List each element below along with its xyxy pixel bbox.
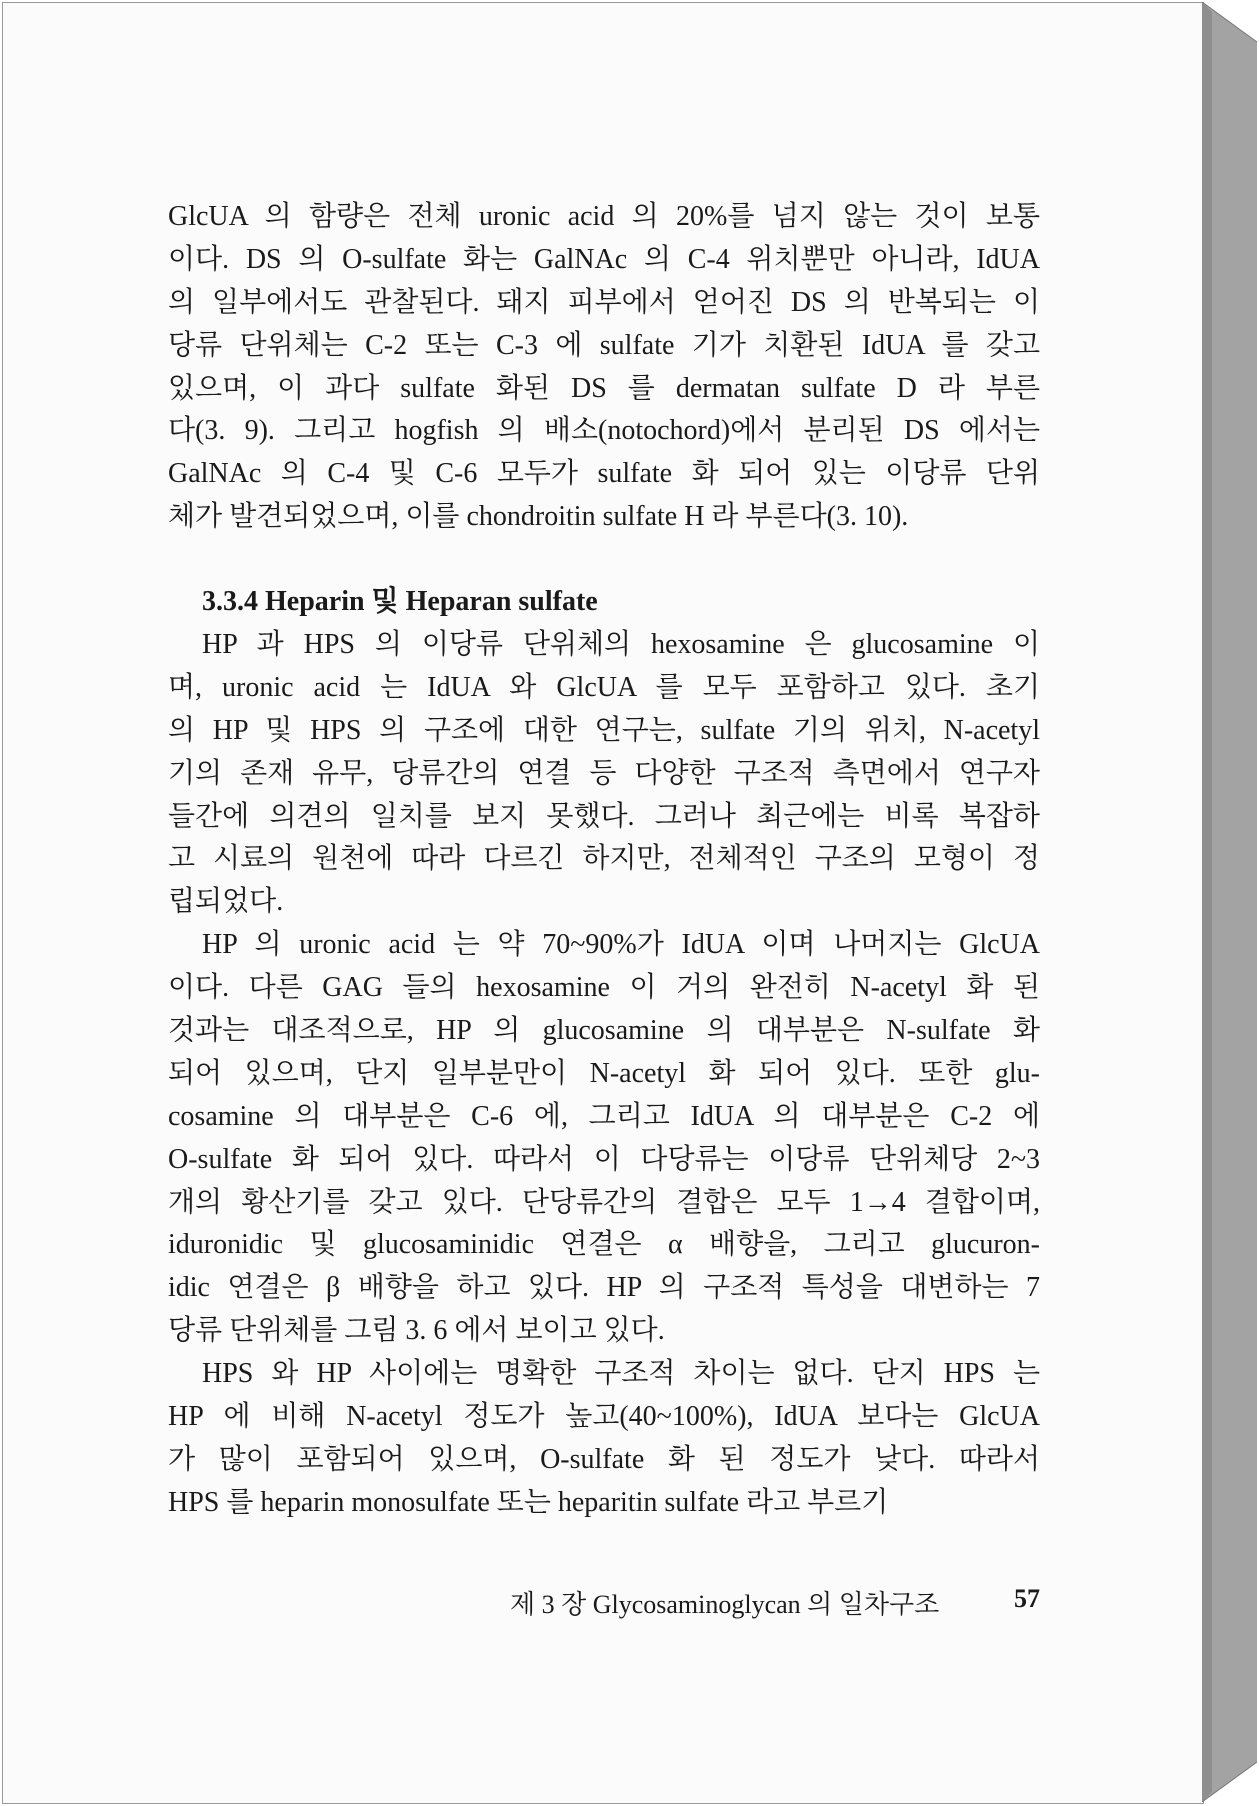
text-line: 것과는 대조적으로, HP 의 glucosamine 의 대부분은 N-sulfate 화	[168, 1015, 1040, 1047]
text-line: 며, uronic acid 는 IdUA 와 GlcUA 를 모두 포함하고 있다. 초기	[168, 671, 1040, 703]
text-line: 들간에 의견의 일치를 보지 못했다. 그러나 최근에는 비록 복잡하	[168, 800, 1040, 832]
text-line: 당류 단위체는 C-2 또는 C-3 에 sulfate 기가 치환된 IdUA 를 갖고	[168, 329, 1040, 361]
text-line: cosamine 의 대부분은 C-6 에, 그리고 IdUA 의 대부분은 C-2 에	[168, 1100, 1040, 1132]
text-line: 다(3. 9). 그리고 hogfish 의 배소(notochord)에서 분리된 DS 에서는	[168, 415, 1040, 447]
text-line: 있으며, 이 과다 sulfate 화된 DS 를 dermatan sulfate D 라 부른	[168, 372, 1040, 404]
text-line: idic 연결은 β 배향을 하고 있다. HP 의 구조적 특성을 대변하는 7	[168, 1272, 1040, 1304]
text-line: 고 시료의 원천에 따라 다르긴 하지만, 전체적인 구조의 모형이 정	[168, 843, 1040, 875]
text-line: HPS 와 HP 사이에는 명확한 구조적 차이는 없다. 단지 HPS 는	[202, 1358, 1040, 1390]
text-line: 체가 발견되었으며, 이를 chondroitin sulfate H 라 부른다(3. 10).	[168, 501, 909, 533]
text-line: 되어 있으며, 단지 일부분만이 N-acetyl 화 되어 있다. 또한 glu-	[168, 1057, 1040, 1089]
text-line: 기의 존재 유무, 당류간의 연결 등 다양한 구조적 측면에서 연구자	[168, 757, 1040, 789]
chapter-title: 제 3 장 Glycosaminoglycan 의 일차구조	[510, 1590, 940, 1619]
page-edge-shadow	[1202, 2, 1257, 1802]
text-line: 립되었다.	[168, 886, 284, 918]
paragraph	[168, 1353, 1040, 1525]
text-line: O-sulfate 화 되어 있다. 따라서 이 다당류는 이당류 단위체당 2~3	[168, 1143, 1040, 1175]
paragraph	[168, 196, 1040, 539]
text-line: 개의 황산기를 갖고 있다. 단당류간의 결합은 모두 1→4 결합이며,	[168, 1186, 1040, 1218]
page-number: 57	[1014, 1584, 1040, 1613]
text-line: 당류 단위체를 그림 3. 6 에서 보이고 있다.	[168, 1315, 665, 1347]
text-line: 의 HP 및 HPS 의 구조에 대한 연구는, sulfate 기의 위치, N-acetyl	[168, 714, 1040, 746]
text-line: 이다. DS 의 O-sulfate 화는 GalNAc 의 C-4 위치뿐만 아니라, IdUA	[168, 243, 1040, 275]
page-body	[168, 196, 1040, 1525]
paragraph	[168, 624, 1040, 924]
text-line: iduronidic 및 glucosaminidic 연결은 α 배향을, 그리고 glucuron-	[168, 1229, 1040, 1261]
text-line: 이다. 다른 GAG 들의 hexosamine 이 거의 완전히 N-acetyl 화 된	[168, 972, 1040, 1004]
text-line: 가 많이 포함되어 있으며, O-sulfate 화 된 정도가 낮다. 따라서	[168, 1443, 1040, 1475]
text-line: HP 의 uronic acid 는 약 70~90%가 IdUA 이며 나머지는 GlcUA	[202, 929, 1040, 961]
text-line: HP 과 HPS 의 이당류 단위체의 hexosamine 은 glucosamine 이	[202, 629, 1040, 661]
text-line: GalNAc 의 C-4 및 C-6 모두가 sulfate 화 되어 있는 이당류 단위	[168, 458, 1040, 490]
section-heading: 3.3.4 Heparin 및 Heparan sulfate	[202, 586, 598, 618]
text-line: 의 일부에서도 관찰된다. 돼지 피부에서 얻어진 DS 의 반복되는 이	[168, 286, 1040, 318]
text-line: GlcUA 의 함량은 전체 uronic acid 의 20%를 넘지 않는 것이 보통	[168, 201, 1040, 232]
text-line: HP 에 비해 N-acetyl 정도가 높고(40~100%), IdUA 보다는 GlcUA	[168, 1401, 1040, 1433]
paragraph	[168, 924, 1040, 1353]
text-line: HPS 를 heparin monosulfate 또는 heparitin sulfate 라고 부르기	[168, 1486, 889, 1518]
